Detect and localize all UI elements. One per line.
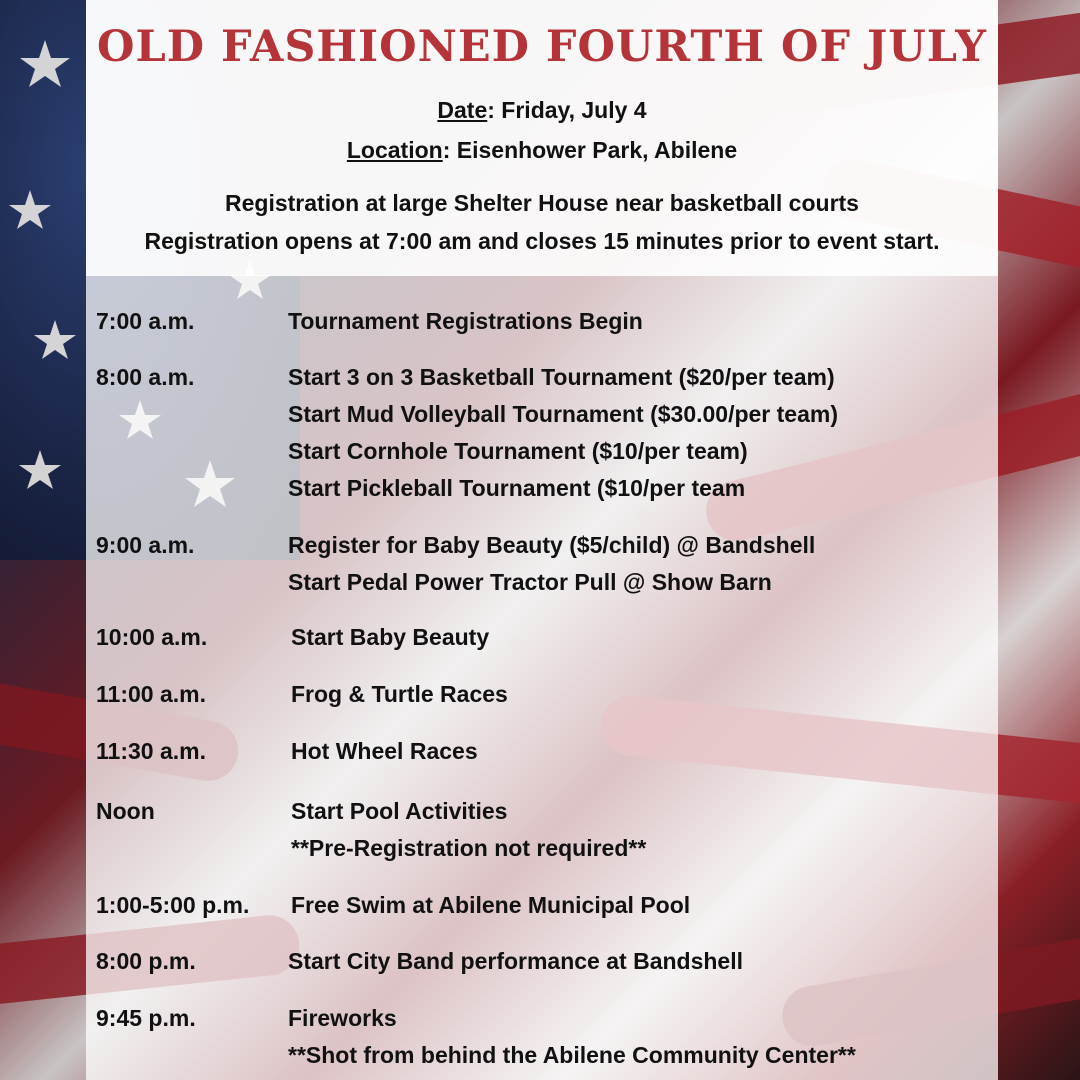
schedule-event: Tournament Registrations Begin	[288, 308, 643, 334]
location-value: : Eisenhower Park, Abilene	[442, 137, 738, 163]
star-icon	[19, 450, 61, 489]
schedule-event: Start Pickleball Tournament ($10/per team	[288, 475, 746, 501]
schedule-event: **Shot from behind the Abilene Community Center**	[288, 1042, 856, 1068]
location-label: Location	[346, 137, 443, 163]
schedule-event: Register for Baby Beauty ($5/child) @ Bandshell	[288, 532, 816, 558]
schedule-time: 10:00 a.m.	[96, 624, 208, 650]
schedule-events	[288, 943, 743, 980]
schedule-event: Start Baby Beauty	[291, 624, 490, 650]
schedule-event: Start Mud Volleyball Tournament ($30.00/per team)	[288, 401, 839, 427]
schedule-event: Fireworks	[288, 1005, 397, 1031]
date-label: Date	[437, 97, 488, 123]
schedule-time: 1:00-5:00 p.m.	[96, 892, 250, 918]
schedule-time: 8:00 p.m.	[96, 948, 196, 974]
schedule-event: Start Pool Activities	[291, 798, 508, 824]
page-title: OLD FASHIONED FOURTH OF JULY	[97, 22, 987, 72]
schedule-time: 11:00 a.m.	[96, 681, 206, 707]
schedule-event: Start Cornhole Tournament ($10/per team)	[288, 438, 748, 464]
schedule-events	[291, 619, 489, 656]
event-location	[86, 137, 998, 164]
schedule-time: 9:45 p.m.	[96, 1005, 196, 1031]
registration-note: Registration at large Shelter House near basketball courts	[225, 190, 859, 216]
schedule-events	[288, 527, 815, 601]
schedule-events	[288, 359, 838, 507]
date-value: : Friday, July 4	[487, 97, 647, 123]
schedule-events	[291, 676, 508, 713]
schedule-event: Start 3 on 3 Basketball Tournament ($20/per team)	[288, 364, 835, 390]
schedule-event: Hot Wheel Races	[291, 738, 478, 764]
schedule-time: 7:00 a.m.	[96, 308, 195, 334]
event-date	[86, 97, 998, 124]
schedule-events	[288, 303, 643, 340]
schedule-events	[291, 887, 690, 924]
star-icon	[9, 190, 51, 229]
schedule-time: 11:30 a.m.	[96, 738, 206, 764]
schedule-event: **Pre-Registration not required**	[291, 835, 647, 861]
schedule-time: 8:00 a.m.	[96, 364, 195, 390]
schedule-event: Frog & Turtle Races	[291, 681, 508, 707]
schedule-time: 9:00 a.m.	[96, 532, 195, 558]
star-icon	[20, 40, 70, 87]
schedule-events	[291, 793, 646, 867]
schedule-event: Free Swim at Abilene Municipal Pool	[291, 892, 691, 918]
schedule-events	[291, 733, 478, 770]
star-icon	[34, 320, 76, 359]
registration-hours: Registration opens at 7:00 am and closes 15 minutes prior to event start.	[144, 228, 940, 254]
schedule-time: Noon	[96, 798, 155, 824]
schedule-event: Start Pedal Power Tractor Pull @ Show Barn	[288, 569, 772, 595]
schedule-events	[288, 1000, 856, 1074]
schedule-event: Start City Band performance at Bandshell	[288, 948, 743, 974]
